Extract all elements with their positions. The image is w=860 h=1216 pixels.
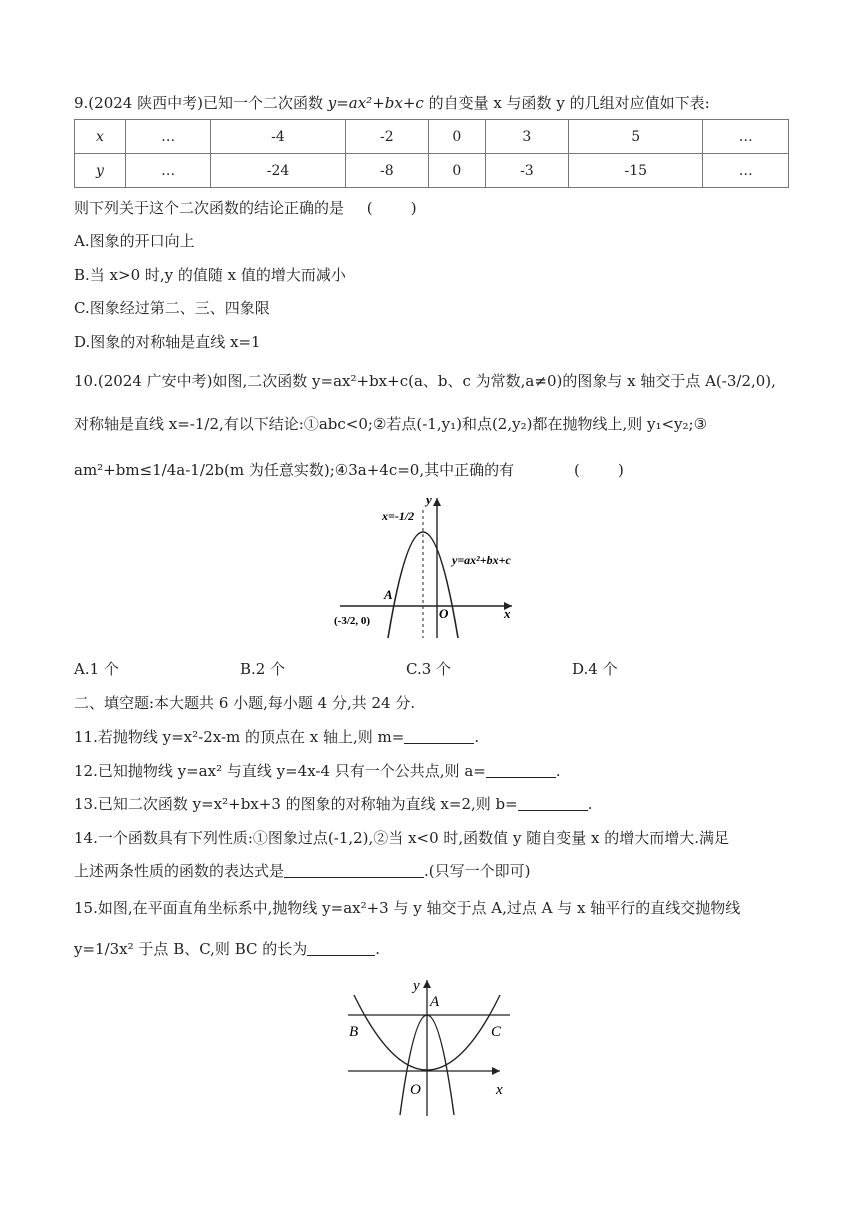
function-label: y=ax²+bx+c xyxy=(452,553,511,567)
q14-line-1: 14.一个函数具有下列性质:①图象过点(-1,2),②当 x<0 时,函数值 y 随自变量 x 的增大而增大.满足 xyxy=(74,829,729,847)
q15-line-2 xyxy=(74,938,380,960)
point-b-label: B xyxy=(349,1024,359,1040)
q12-end: . xyxy=(555,762,561,780)
q15-end: . xyxy=(375,940,381,958)
origin-label: O xyxy=(410,1082,421,1098)
x-axis-arrow xyxy=(492,1067,500,1075)
answer-blank[interactable] xyxy=(404,727,474,744)
table-cell: 5 xyxy=(569,120,703,154)
x-axis-label: x xyxy=(496,1082,503,1098)
table-cell: -8 xyxy=(345,154,428,188)
table-cell: x xyxy=(75,120,126,154)
y-axis-label: y xyxy=(413,978,420,994)
answer-blank[interactable] xyxy=(307,939,375,956)
q10-line-3-text: am²+bm≤1/4a-1/2b(m 为任意实数);④3a+4c=0,其中正确的有 xyxy=(74,461,515,479)
table-cell: … xyxy=(703,154,789,188)
table-cell: … xyxy=(703,120,789,154)
q10-line-1: 10.(2024 广安中考)如图,二次函数 y=ax²+bx+c(a、b、c 为常数,a≠0)的图象与 x 轴交于点 A(-3/2,0), xyxy=(74,372,776,390)
table-cell: 0 xyxy=(429,120,486,154)
table-cell: 0 xyxy=(429,154,486,188)
q10-option-c: C.3 个 xyxy=(406,660,452,678)
q12-text: 12.已知抛物线 y=ax² 与直线 y=4x-4 只有一个公共点,则 a= xyxy=(74,762,486,780)
q10-option-b: B.2 个 xyxy=(240,660,286,678)
q15-text: y=1/3x² 于点 B、C,则 BC 的长为 xyxy=(74,940,308,958)
q13-text: 13.已知二次函数 y=x²+bx+3 的图象的对称轴为直线 x=2,则 b= xyxy=(74,795,518,813)
q14-end: .(只写一个即可) xyxy=(424,862,531,880)
point-a-label: A xyxy=(384,587,393,602)
q12 xyxy=(74,760,561,782)
q11-end: . xyxy=(474,728,480,746)
table-cell: 3 xyxy=(485,120,568,154)
q9-function: y=ax²+bx+c xyxy=(327,94,424,112)
q14-line-2 xyxy=(74,860,531,882)
answer-blank[interactable] xyxy=(518,794,588,811)
q10-parabola-figure xyxy=(330,490,530,640)
table-cell: -3 xyxy=(485,154,568,188)
q9-value-table xyxy=(74,119,789,188)
q9-question xyxy=(74,197,417,219)
q13-end: . xyxy=(587,795,593,813)
q9-text-tail: 的自变量 x 与函数 y 的几组对应值如下表: xyxy=(423,94,710,112)
answer-blank[interactable] xyxy=(284,861,424,878)
table-cell: y xyxy=(75,154,126,188)
table-cell: … xyxy=(125,154,211,188)
y-axis-label: y xyxy=(426,492,432,507)
q10-option-a: A.1 个 xyxy=(74,660,119,678)
table-cell: -24 xyxy=(211,154,345,188)
answer-blank[interactable] xyxy=(486,761,556,778)
y-axis-arrow xyxy=(433,498,441,506)
table-cell: … xyxy=(125,120,211,154)
q13 xyxy=(74,793,592,815)
q10-line-2: 对称轴是直线 x=-1/2,有以下结论:①abc<0;②若点(-1,y₁)和点(2,y₂)都在抛物线上,则 y₁<y₂;③ xyxy=(74,415,708,433)
table-cell: -4 xyxy=(211,120,345,154)
point-a-label: A xyxy=(430,994,440,1010)
q11-text: 11.若抛物线 y=x²-2x-m 的顶点在 x 轴上,则 m= xyxy=(74,728,405,746)
table-cell: -15 xyxy=(569,154,703,188)
section-heading: 二、填空题:本大题共 6 小题,每小题 4 分,共 24 分. xyxy=(74,694,416,712)
y-axis-arrow xyxy=(423,980,431,988)
origin-label: O xyxy=(439,606,449,621)
symmetry-axis-label: x=-1/2 xyxy=(382,509,415,523)
x-axis-label: x xyxy=(504,606,511,621)
q9-option-a: A.图象的开口向上 xyxy=(74,232,195,250)
q10-option-d: D.4 个 xyxy=(572,660,618,678)
table-cell: -2 xyxy=(345,120,428,154)
point-c-label: C xyxy=(491,1024,502,1040)
q15-line-1: 15.如图,在平面直角坐标系中,抛物线 y=ax²+3 与 y 轴交于点 A,过点 A 与 x 轴平行的直线交抛物线 xyxy=(74,899,741,917)
q9-question-text: 则下列关于这个二次函数的结论正确的是 xyxy=(74,199,345,217)
q9-text: 9.(2024 陕西中考)已知一个二次函数 xyxy=(74,94,328,112)
answer-paren: ( ) xyxy=(366,199,417,217)
answer-paren: ( ) xyxy=(574,461,624,479)
q9-option-c: C.图象经过第二、三、四象限 xyxy=(74,299,270,317)
table-row xyxy=(75,154,789,188)
q9-stem xyxy=(74,92,710,114)
q9-option-b: B.当 x>0 时,y 的值随 x 值的增大而减小 xyxy=(74,266,346,284)
q15-parabola-figure xyxy=(340,970,530,1120)
q10-line-3 xyxy=(74,459,624,481)
q9-option-d: D.图象的对称轴是直线 x=1 xyxy=(74,333,261,351)
table-row xyxy=(75,120,789,154)
point-a-coordinate: (-3/2, 0) xyxy=(334,615,371,627)
q11 xyxy=(74,726,479,748)
q14-text: 上述两条性质的函数的表达式是 xyxy=(74,862,285,880)
